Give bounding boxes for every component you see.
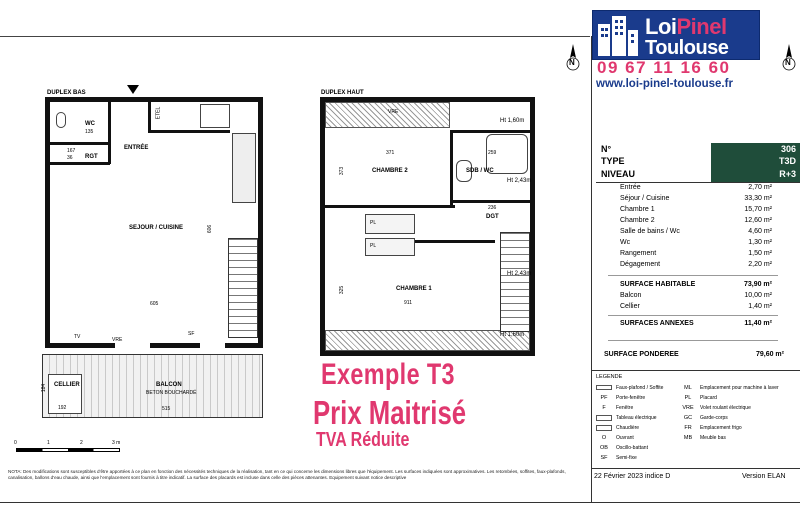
divider xyxy=(608,315,778,316)
scale-0: 0 xyxy=(14,440,17,446)
dim-192: 192 xyxy=(58,405,67,411)
surface-habitable-row: SURFACE HABITABLE 73,90 m² xyxy=(620,281,772,288)
unit-niveau-value: R+3 xyxy=(779,169,796,179)
dim-605: 605 xyxy=(150,301,159,307)
chaudiere-icon xyxy=(596,425,612,431)
promo-tva: TVA Réduite xyxy=(316,429,410,451)
wall xyxy=(45,97,263,102)
dim-236: 236 xyxy=(488,205,497,211)
unit-type-label: TYPE xyxy=(601,156,625,166)
wall xyxy=(453,200,530,203)
footer-date: 22 Février 2023 indice D xyxy=(594,473,671,480)
wall xyxy=(258,97,263,347)
tableau-electrique-icon xyxy=(596,415,612,421)
promo-title: Exemple T3 xyxy=(321,358,455,391)
unit-type-value: T3D xyxy=(778,156,796,166)
dim-606: 606 xyxy=(207,224,214,234)
legend-item: MB Meuble bas xyxy=(683,435,726,441)
ht-243-top: Ht 2,43m xyxy=(507,178,532,184)
surface-row: Chambre 1 15,70 m² xyxy=(620,206,772,213)
surface-ponderee-row: SURFACE PONDEREE 79,60 m² xyxy=(604,351,784,358)
ht-160-top: Ht 1,60m xyxy=(500,118,525,124)
wall xyxy=(148,130,230,133)
wc-fixture xyxy=(56,112,66,128)
dim-259: 259 xyxy=(488,150,497,156)
room-sejour: SEJOUR / CUISINE xyxy=(129,225,184,231)
legend-item: O Ouvrant xyxy=(601,435,634,441)
surfaces-annexes-row: SURFACES ANNEXES 11,40 m² xyxy=(620,320,772,327)
ht-243-bottom: Ht 2,43m xyxy=(507,271,532,277)
wall xyxy=(325,205,455,208)
divider xyxy=(0,502,800,503)
balcon-sub: BETON BOUCHARDÉ xyxy=(146,390,197,396)
unit-niveau-label: NIVEAU xyxy=(601,169,636,179)
legend-item: GC Garde-corps xyxy=(683,415,728,421)
legend-item: SF Semi-fixe xyxy=(600,455,637,461)
label-tv: TV xyxy=(74,334,81,340)
dim-371: 371 xyxy=(386,150,395,156)
room-sdb: SDB / WC xyxy=(466,168,494,174)
surface-row: Salle de bains / Wc 4,60 m² xyxy=(620,228,772,235)
legend-item: ML Emplacement pour machine à laver xyxy=(684,385,779,391)
legend-title: LEGENDE xyxy=(596,374,623,380)
annex-row: Cellier 1,40 m² xyxy=(620,303,772,310)
surface-row: Dégagement 2,20 m² xyxy=(620,261,772,268)
faux-plafond-haut xyxy=(325,102,450,128)
divider xyxy=(591,370,800,371)
legend-item: Tableau électrique xyxy=(596,415,657,421)
room-chambre2: CHAMBRE 2 xyxy=(372,168,408,174)
wall xyxy=(320,97,325,355)
wall xyxy=(225,343,263,348)
wall xyxy=(50,142,110,145)
room-dgt: DGT xyxy=(486,214,499,220)
footer-version: Version ELAN xyxy=(742,473,786,480)
wall xyxy=(450,130,530,133)
legend-item: FR Emplacement frigo xyxy=(684,425,742,431)
nota-disclaimer: NOTA: Des modifications sont susceptibles d'être apportées à ce plan en fonction des nécessités techniques de la réalisation, tant en ce qui concerne les dimensions libres que l'équipement. Les surfaces indiquées sont approximatives. Les retombées, soffites, faux-plafonds, canalisation, ballons d'eau chaude, ainsi que l'emplacement sont fournis à titre indicatif. La surface des placards est incluse dans celle des pièces attenantes. Equipement suivant notice descriptive xyxy=(8,469,566,480)
surface-row: Rangement 1,50 m² xyxy=(620,250,772,257)
room-chambre1: CHAMBRE 1 xyxy=(396,286,432,292)
legend-item: PF Porte-fenêtre xyxy=(600,395,646,401)
legend-item: F Fenêtre xyxy=(602,405,634,411)
dim-373: 373 xyxy=(339,166,346,176)
legend-item: Chaudière xyxy=(596,425,639,431)
wall xyxy=(108,102,111,164)
fridge xyxy=(200,104,230,128)
divider xyxy=(608,275,778,276)
wall xyxy=(450,130,453,208)
north-label-left: N xyxy=(569,58,575,67)
label-vre-bas: VRE xyxy=(112,337,123,343)
wall xyxy=(530,97,535,355)
divider xyxy=(608,340,778,341)
north-label-right: N xyxy=(785,58,791,67)
dim-36: 36 xyxy=(67,155,73,161)
dim-184: 184 xyxy=(41,383,48,393)
surface-row: Séjour / Cuisine 33,30 m² xyxy=(620,195,772,202)
brand-name-line1: LoiPinel xyxy=(645,14,727,39)
unit-no-value: 306 xyxy=(780,144,796,154)
unit-id-block xyxy=(596,143,800,182)
scale-3: 3 m xyxy=(112,440,121,446)
info-panel xyxy=(591,36,800,502)
dim-911: 911 xyxy=(404,300,412,306)
duplex-bas-title: DUPLEX BAS xyxy=(47,90,86,96)
divider xyxy=(596,182,800,183)
legend-item: VRE Volet roulant électrique xyxy=(682,405,751,411)
fixture-label-etel: ETEL xyxy=(155,106,162,120)
promo-price: Prix Maitrisé xyxy=(313,394,467,431)
divider xyxy=(591,468,800,469)
scale-bar xyxy=(16,448,120,452)
scale-1: 1 xyxy=(47,440,50,446)
legend-item: Faux-plafond / Soffite xyxy=(596,385,663,391)
dim-135: 135 xyxy=(85,129,94,135)
brand-phone[interactable]: 09 67 11 16 60 xyxy=(597,58,731,77)
surface-row: Chambre 2 12,60 m² xyxy=(620,217,772,224)
room-entree: ENTRÉE xyxy=(124,145,149,151)
label-sf: SF xyxy=(188,331,195,337)
wall xyxy=(45,97,50,347)
annex-row: Balcon 10,00 m² xyxy=(620,292,772,299)
duplex-haut-title: DUPLEX HAUT xyxy=(321,90,364,96)
wall xyxy=(415,240,495,243)
dim-515: 515 xyxy=(162,406,171,412)
dim-167: 167 xyxy=(67,148,76,154)
scale-2: 2 xyxy=(80,440,83,446)
wall xyxy=(50,162,110,165)
legend-item: PL Placard xyxy=(684,395,717,401)
wall xyxy=(320,351,535,356)
kitchen-counter xyxy=(232,133,256,203)
stairs-haut xyxy=(500,232,530,332)
room-rgt: RGT xyxy=(85,154,98,160)
wall xyxy=(150,343,200,348)
brand-name-line2: Toulouse xyxy=(645,37,729,59)
surface-row: Wc 1,30 m² xyxy=(620,239,772,246)
dim-325: 325 xyxy=(339,285,346,295)
room-balcon: BALCON xyxy=(156,382,182,388)
label-pl-2: PL xyxy=(370,243,377,249)
wall xyxy=(45,343,115,348)
label-pl-1: PL xyxy=(370,220,377,226)
brand-url[interactable]: www.loi-pinel-toulouse.fr xyxy=(596,78,733,90)
room-wc: WC xyxy=(85,121,95,127)
building-icon xyxy=(596,14,640,61)
wall xyxy=(148,102,151,132)
unit-no-label: N° xyxy=(601,144,612,154)
faux-plafond-swatch-icon xyxy=(596,385,612,390)
surface-row: Entrée 2,70 m² xyxy=(620,184,772,191)
label-vre-haut: VRE xyxy=(388,109,399,115)
ht-160-bottom: Ht 1,60m xyxy=(500,332,525,338)
legend-item: OB Oscillo-battant xyxy=(600,445,648,451)
room-cellier: CELLIER xyxy=(54,382,80,388)
stairs-bas xyxy=(228,238,258,338)
